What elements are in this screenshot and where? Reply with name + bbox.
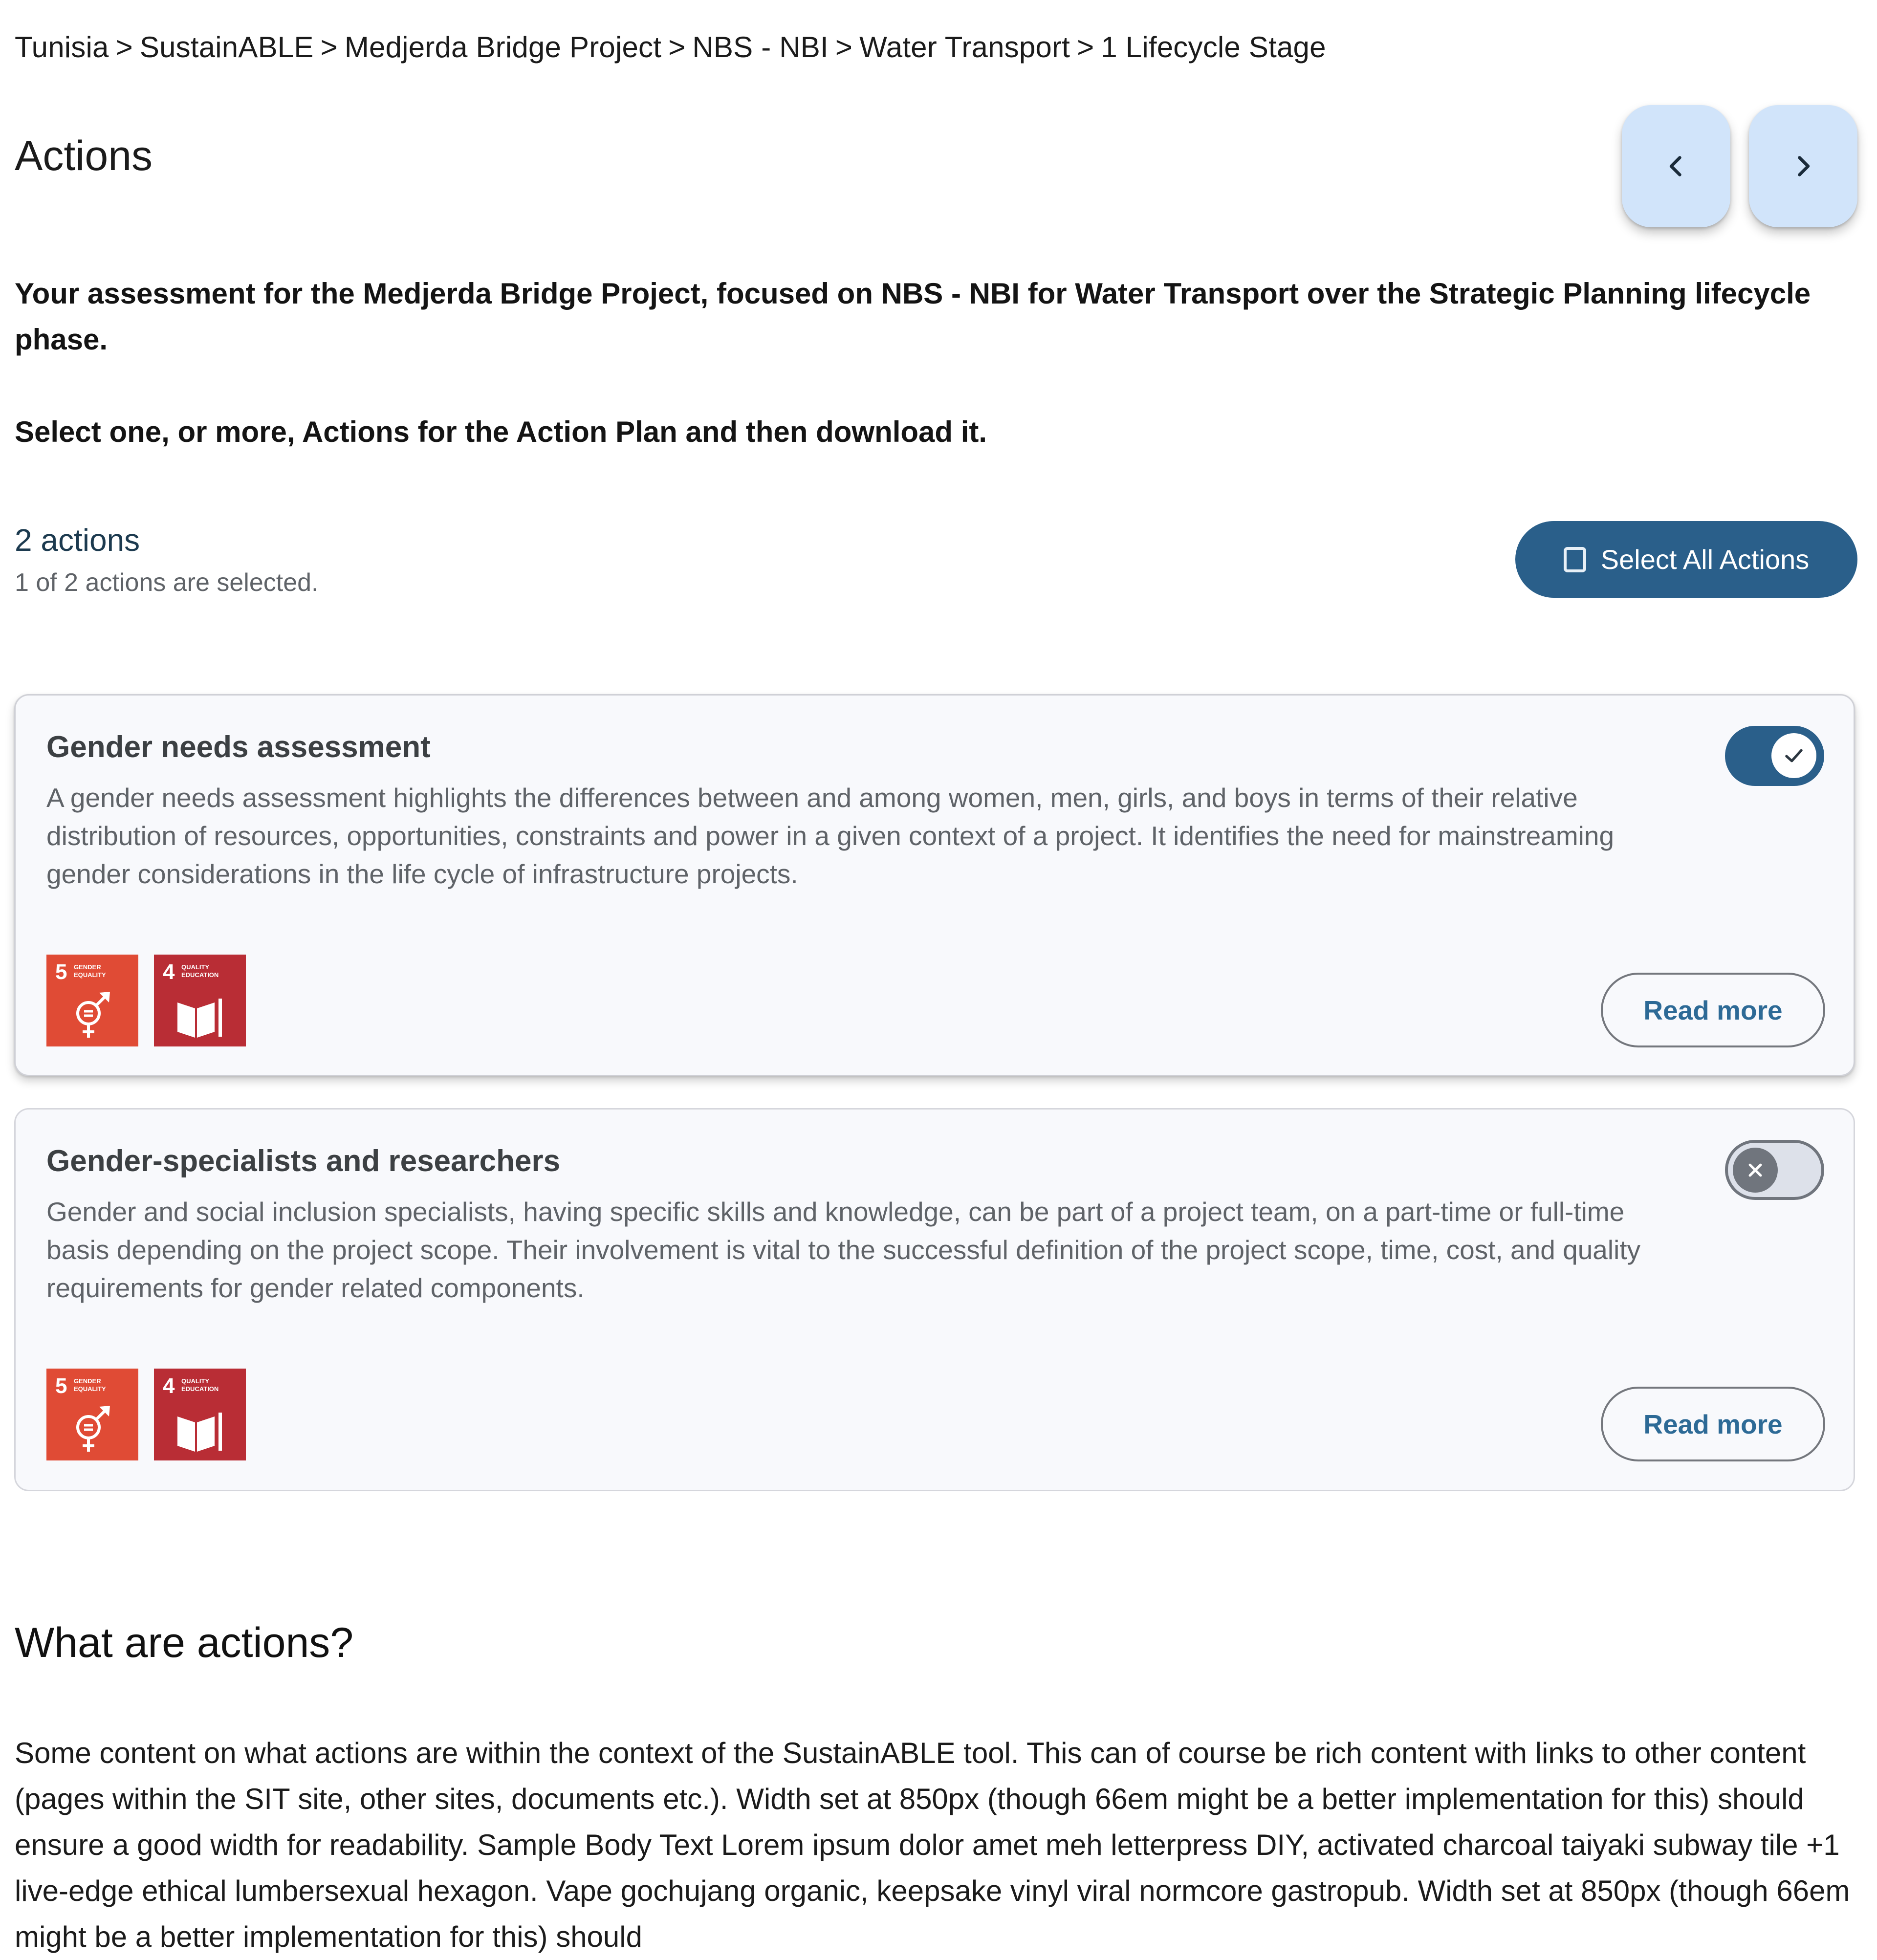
breadcrumb-separator: > bbox=[835, 31, 853, 64]
action-title: Gender needs assessment bbox=[46, 730, 431, 764]
breadcrumb-item-tool[interactable]: SustainABLE bbox=[139, 31, 314, 64]
instructions-text: Select one, or more, Actions for the Action Plan and then download it. bbox=[15, 415, 987, 448]
read-more-button[interactable]: Read more bbox=[1601, 1387, 1825, 1461]
chevron-left-icon bbox=[1661, 152, 1691, 181]
page-title: Actions bbox=[15, 132, 153, 179]
action-description: Gender and social inclusion specialists, having specific skills and knowledge, can be part of a project team, on a part-time or full-time basis depending on the project scope. Their involvement is vital to the successful definition of the project scope, time, cost, and quality requirements for gender related components. bbox=[46, 1197, 1641, 1303]
actions-count: 2 actions bbox=[15, 523, 140, 558]
action-select-toggle[interactable] bbox=[1725, 726, 1824, 786]
close-icon bbox=[1743, 1157, 1768, 1183]
book-pencil-icon bbox=[175, 989, 224, 1043]
select-all-label: Select All Actions bbox=[1600, 544, 1810, 575]
section-body: Some content on what actions are within the context of the SustainABLE tool. This can of course be rich content with links to other content (pages within the SIT site, other sites, documents etc.). Width set at 850px (though 66em might be a better implementation for this) should ensure a good width for readability. Sample Body Text Lorem ipsum dolor amet meh letterpress DIY, activated charcoal taiyaki subway tile +1 live-edge ethical lumbersexual hexagon. Vape gochujang organic, keepsake vinyl viral normcore gastropub. Width set at 850px (though 66em might be a better implementation for this) should bbox=[15, 1737, 1850, 1953]
read-more-button[interactable]: Read more bbox=[1601, 973, 1825, 1047]
book-pencil-icon bbox=[175, 1403, 224, 1457]
action-select-toggle[interactable] bbox=[1725, 1140, 1824, 1200]
select-all-actions-button[interactable] bbox=[1515, 521, 1857, 598]
chevron-right-icon bbox=[1789, 152, 1818, 181]
breadcrumb-item-project[interactable]: Medjerda Bridge Project bbox=[344, 31, 662, 64]
breadcrumb-item-category[interactable]: NBS - NBI bbox=[692, 31, 829, 64]
breadcrumb-item-country[interactable]: Tunisia bbox=[15, 31, 109, 64]
next-button[interactable] bbox=[1749, 105, 1857, 227]
sdg-4-badge: 4 QUALITY EDUCATION bbox=[154, 1369, 246, 1460]
breadcrumb-separator: > bbox=[115, 31, 133, 64]
selected-count: 1 of 2 actions are selected. bbox=[15, 568, 319, 597]
breadcrumb bbox=[15, 30, 1326, 64]
checkbox-outline-icon bbox=[1564, 547, 1586, 572]
breadcrumb-separator: > bbox=[1077, 31, 1094, 64]
action-description: A gender needs assessment highlights the differences between and among women, men, girls, and boys in terms of their relative distribution of resources, opportunities, constraints and power in a given context of a project. It identifies the need for mainstreaming gender considerations in the life cycle of infrastructure projects. bbox=[46, 783, 1615, 889]
action-card bbox=[14, 694, 1855, 1076]
breadcrumb-item-sector[interactable]: Water Transport bbox=[859, 31, 1070, 64]
action-title: Gender-specialists and researchers bbox=[46, 1144, 561, 1178]
gender-equality-icon bbox=[68, 989, 117, 1043]
breadcrumb-item-stage: 1 Lifecycle Stage bbox=[1101, 31, 1326, 64]
sdg-4-badge: 4 QUALITY EDUCATION bbox=[154, 955, 246, 1046]
breadcrumb-separator: > bbox=[320, 31, 338, 64]
section-title: What are actions? bbox=[15, 1619, 354, 1666]
sdg-5-badge: 5 GENDER EQUALITY bbox=[46, 1369, 138, 1460]
breadcrumb-separator: > bbox=[668, 31, 686, 64]
sdg-5-badge: 5 GENDER EQUALITY bbox=[46, 955, 138, 1046]
check-icon bbox=[1781, 743, 1807, 768]
previous-button[interactable] bbox=[1622, 105, 1730, 227]
assessment-description: Your assessment for the Medjerda Bridge Project, focused on NBS - NBI for Water Transport over the Strategic Planning lifecycle phase. bbox=[15, 277, 1811, 356]
action-card bbox=[14, 1108, 1855, 1491]
gender-equality-icon bbox=[68, 1403, 117, 1457]
